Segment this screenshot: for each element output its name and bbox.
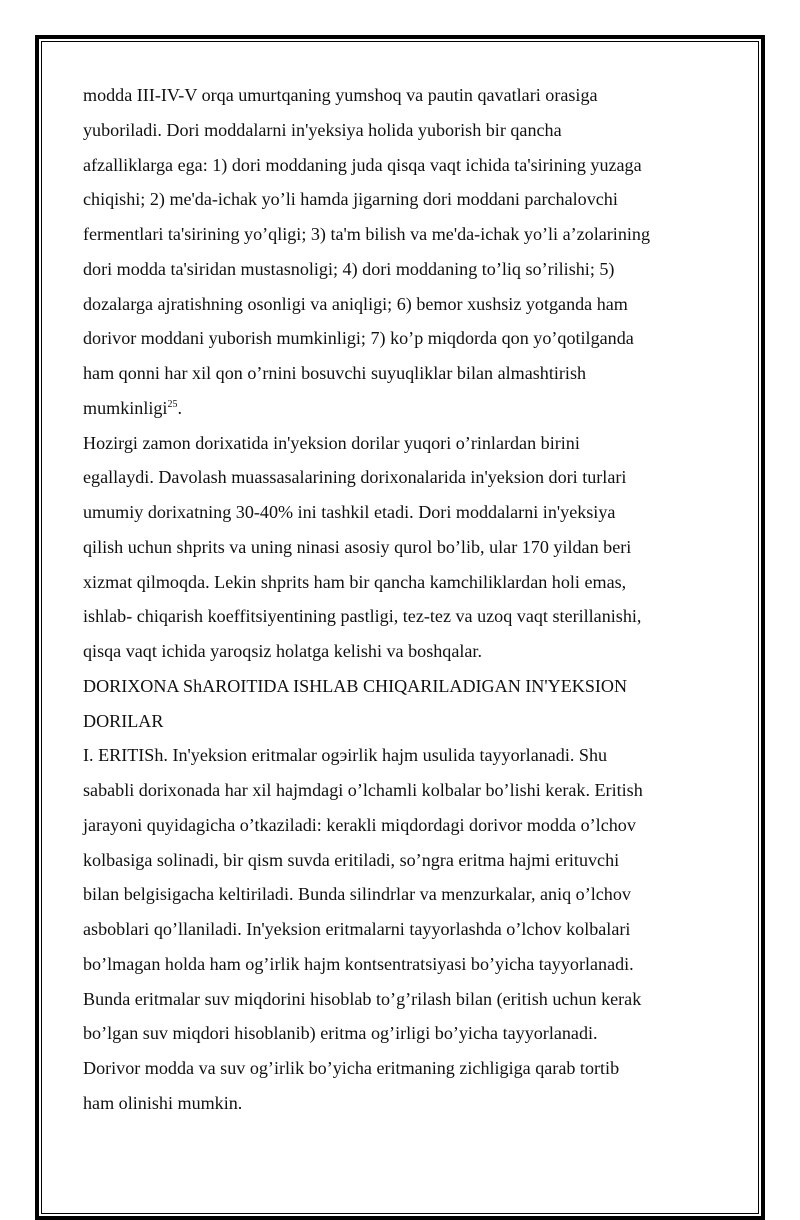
text-line: fermentlari ta'sirining yo’qligi; 3) ta'm bilish va me'da-ichak yo’li a’zolarining	[83, 224, 651, 244]
footnote-reference: 25	[167, 398, 178, 410]
paragraph-injection-advantages	[83, 78, 733, 426]
text-line: ham qonni har xil qon o’rnini bosuvchi suyuqliklar bilan almashtirish	[83, 363, 587, 383]
text-line: yuboriladi. Dori moddalarni in'yeksiya holida yuborish bir qancha	[83, 119, 562, 140]
text-line: Hozirgi zamon dorixatida in'yeksion dorilar yuqori o’rinlardan birini	[83, 432, 580, 453]
section-heading	[83, 669, 733, 739]
text-line: chiqishi; 2) me'da-ichak yo’li hamda jigarning dori moddani parchalovchi	[83, 189, 618, 210]
text-line: umumiy dorixatning 30-40% ini tashkil etadi. Dori moddalarni in'yeksiya	[83, 502, 616, 522]
heading-line: DORILAR	[83, 710, 164, 731]
text-line: Dorivor modda va suv og’irlik bo’yicha eritmaning zichligiga qarab tortib	[83, 1058, 620, 1078]
text-line: ham olinishi mumkin.	[83, 1092, 243, 1113]
paragraph-modern-pharmacy	[83, 426, 733, 669]
text-line-end: .	[177, 397, 182, 418]
heading-line: DORIXONA ShAROITIDA ISHLAB CHIQARILADIGAN IN'YEKSION	[83, 675, 628, 696]
text-line: jarayoni quyidagicha o’tkaziladi: kerakli miqdordagi dorivor modda o’lchov	[83, 814, 636, 835]
text-line: bo’lgan suv miqdori hisoblanib) eritma og’irligi bo’yicha tayyorlanadi.	[83, 1023, 598, 1044]
document-body	[83, 78, 733, 1121]
text-line: qisqa vaqt ichida yaroqsiz holatga kelishi va boshqalar.	[83, 641, 482, 661]
text-line: sababli dorixonada har xil hajmdagi o’lchamli kolbalar bo’lishi kerak. Eritish	[83, 780, 643, 800]
text-line: xizmat qilmoqda. Lekin shprits ham bir qancha kamchiliklardan holi emas,	[83, 571, 627, 592]
text-line: modda III-IV-V orqa umurtqaning yumshoq va pautin qavatlari orasiga	[83, 85, 598, 105]
text-line: dorivor moddani yuborish mumkinligi; 7) ko’p miqdorda qon yo’qotilganda	[83, 328, 634, 349]
text-line: asboblari qo’llaniladi. In'yeksion eritmalarni tayyorlashda o’lchov kolbalari	[83, 919, 631, 939]
text-line: ishlab- chiqarish koeffitsiyentining pastligi, tez-tez va uzoq vaqt sterillanishi,	[83, 606, 642, 627]
text-line: I. ERITISh. In'yeksion eritmalar ogэirlik hajm usulida tayyorlanadi. Shu	[83, 745, 608, 766]
paragraph-dissolution	[83, 738, 733, 1120]
text-line: dozalarga ajratishning osonligi va aniqligi; 6) bemor xushsiz yotganda ham	[83, 293, 628, 314]
text-line: kolbasiga solinadi, bir qism suvda eritiladi, so’ngra eritma hajmi erituvchi	[83, 849, 620, 870]
text-line: mumkinligi	[83, 397, 168, 418]
text-line: egallaydi. Davolash muassasalarining dorixonalarida in'yeksion dori turlari	[83, 467, 627, 488]
text-line: Bunda eritmalar suv miqdorini hisoblab to’g’rilash bilan (eritish uchun kerak	[83, 988, 642, 1009]
text-line: afzalliklarga ega: 1) dori moddaning juda qisqa vaqt ichida ta'sirining yuzaga	[83, 154, 642, 175]
text-line: bo’lmagan holda ham og’irlik hajm kontsentratsiyasi bo’yicha tayyorlanadi.	[83, 953, 634, 974]
text-line: dori modda ta'siridan mustasnoligi; 4) dori moddaning to’liq so’rilishi; 5)	[83, 258, 615, 279]
text-line: bilan belgisigacha keltiriladi. Bunda silindrlar va menzurkalar, aniq o’lchov	[83, 884, 631, 905]
text-line: qilish uchun shprits va uning ninasi asosiy qurol bo’lib, ular 170 yildan beri	[83, 536, 632, 557]
